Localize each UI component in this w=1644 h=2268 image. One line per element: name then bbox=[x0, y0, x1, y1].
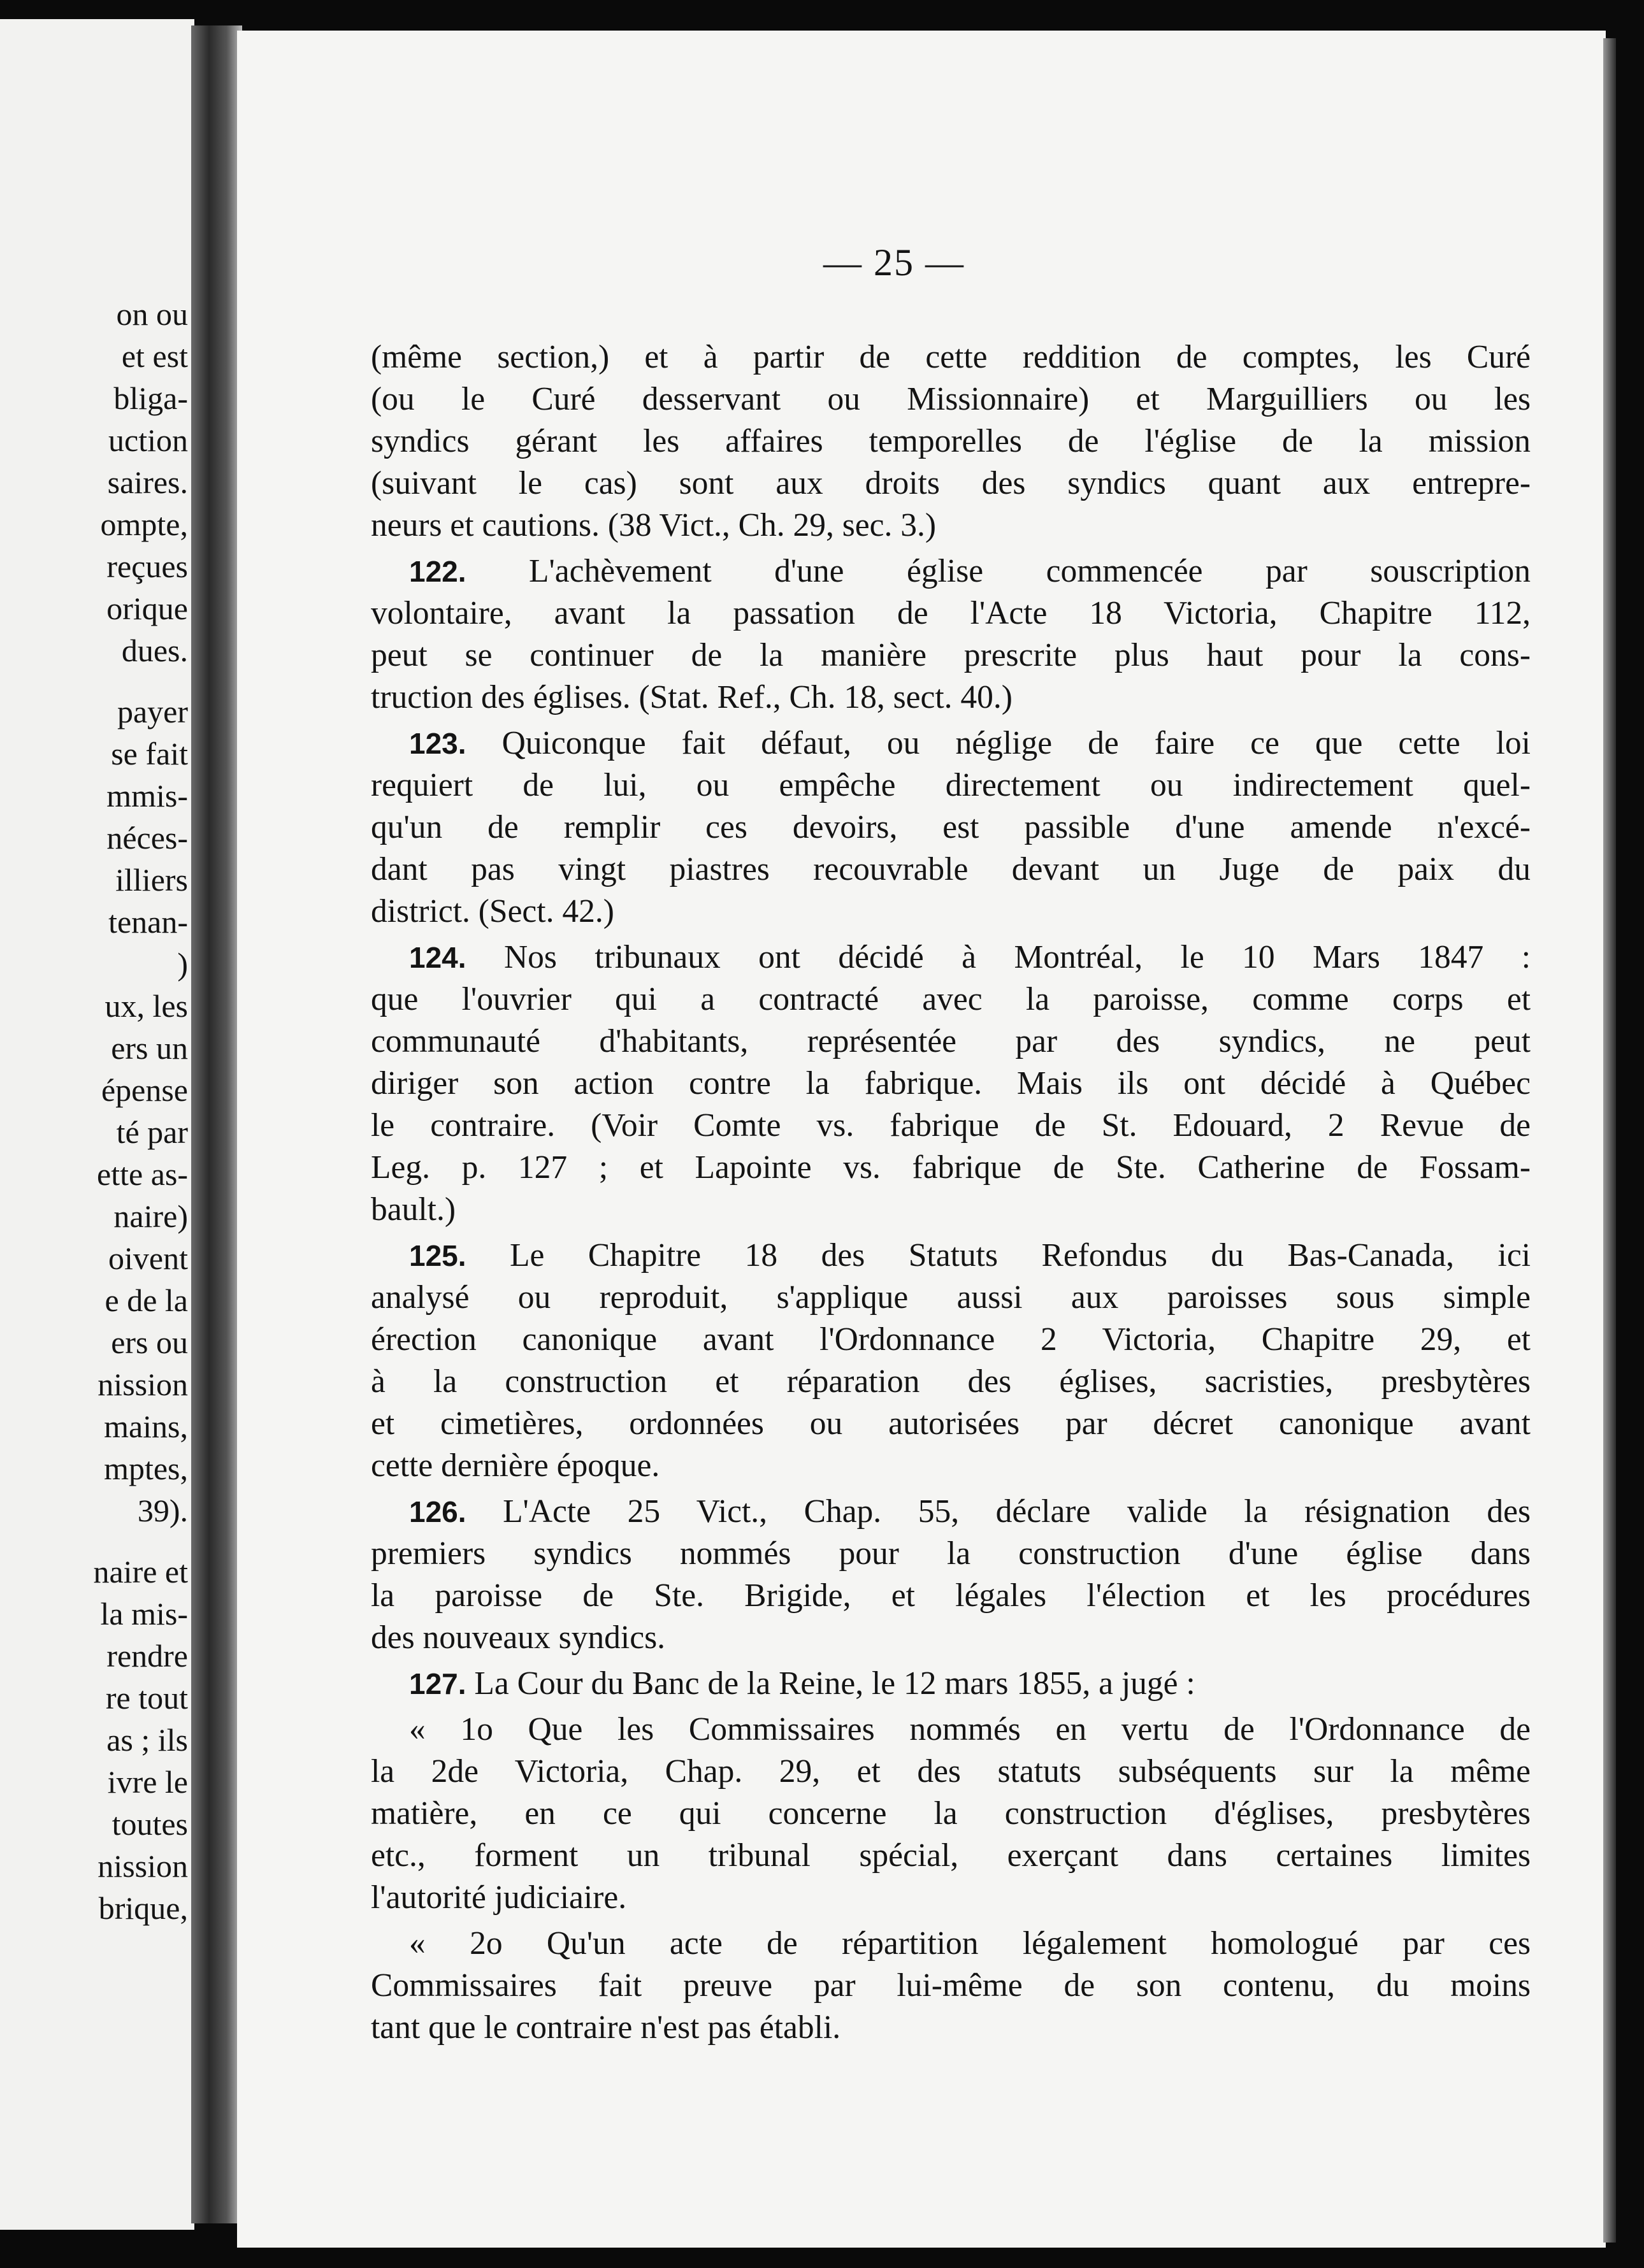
facing-page-line: mmis- bbox=[106, 778, 188, 814]
text-line bbox=[371, 420, 1531, 463]
body-text bbox=[371, 336, 1531, 2053]
text-line bbox=[371, 807, 1531, 849]
facing-page-line: re tout bbox=[105, 1680, 188, 1716]
article-number: 126. bbox=[409, 1495, 466, 1528]
line-text: qu'un de remplir ces devoirs, est passible d'une amende n'excé- bbox=[371, 809, 1531, 845]
line-text: communauté d'habitants, représentée par des syndics, ne peut bbox=[371, 1023, 1531, 1059]
line-text: Le Chapitre 18 des Statuts Refondus du Bas-Canada, ici bbox=[510, 1237, 1531, 1274]
page-number: — 25 — bbox=[823, 241, 965, 284]
line-text: (suivant le cas) sont aux droits des syndics quant aux entrepre- bbox=[371, 465, 1531, 501]
line-text: « 1o Que les Commissaires nommés en vertu de l'Ordonnance de bbox=[409, 1711, 1531, 1748]
line-text: la paroisse de Ste. Brigide, et légales l'élection et les procédures bbox=[371, 1577, 1531, 1614]
text-line bbox=[371, 336, 1531, 378]
text-line bbox=[371, 1923, 1531, 1965]
facing-page-line: naire) bbox=[113, 1198, 188, 1234]
text-line bbox=[371, 550, 1531, 592]
line-text: le contraire. (Voir Comte vs. fabrique de St. Edouard, 2 Revue de bbox=[371, 1107, 1531, 1144]
line-text: Leg. p. 127 ; et Lapointe vs. fabrique de Ste. Catherine de Fossam- bbox=[371, 1149, 1531, 1186]
text-line bbox=[371, 979, 1531, 1021]
paragraph bbox=[371, 1923, 1531, 2049]
text-line bbox=[371, 1021, 1531, 1063]
text-line bbox=[371, 1189, 1531, 1231]
article-number: 124. bbox=[409, 941, 466, 974]
facing-page-line: brique, bbox=[98, 1890, 188, 1926]
facing-page-line: nission bbox=[97, 1848, 188, 1884]
article-number: 122. bbox=[409, 555, 466, 588]
facing-page-line: ers un bbox=[111, 1030, 188, 1066]
paragraph bbox=[371, 336, 1531, 547]
facing-page-line: e de la bbox=[105, 1282, 188, 1318]
line-text: à la construction et réparation des églises, sacristies, presbytères bbox=[371, 1363, 1531, 1400]
line-text: Commissaires fait preuve par lui-même de son contenu, du moins bbox=[371, 1967, 1531, 2004]
facing-page-line: 39). bbox=[137, 1493, 188, 1528]
facing-page-line: mains, bbox=[104, 1409, 188, 1444]
text-line bbox=[371, 1063, 1531, 1105]
text-line bbox=[371, 1491, 1531, 1533]
line-text: Nos tribunaux ont décidé à Montréal, le 10 Mars 1847 : bbox=[503, 939, 1531, 975]
facing-page-line: ers ou bbox=[111, 1324, 188, 1360]
facing-page-line: as ; ils bbox=[106, 1722, 188, 1758]
text-line bbox=[371, 1877, 1531, 1919]
text-line bbox=[371, 1663, 1531, 1705]
page-edge bbox=[1603, 38, 1616, 2243]
text-line bbox=[371, 849, 1531, 891]
facing-page-line: ompte, bbox=[100, 506, 188, 542]
facing-page-line: naire et bbox=[93, 1554, 188, 1590]
text-line bbox=[371, 1709, 1531, 1751]
article-number: 123. bbox=[409, 727, 466, 760]
text-line bbox=[371, 1793, 1531, 1835]
facing-page-line: illiers bbox=[115, 862, 188, 898]
text-line bbox=[371, 1235, 1531, 1277]
line-text: peut se continuer de la manière prescrite plus haut pour la cons- bbox=[371, 637, 1531, 673]
line-text: tant que le contraire n'est pas établi. bbox=[371, 2009, 841, 2046]
line-text: diriger son action contre la fabrique. Mais ils ont décidé à Québec bbox=[371, 1065, 1531, 1102]
facing-page-line: tenan- bbox=[108, 904, 188, 940]
text-line bbox=[371, 1575, 1531, 1617]
facing-page-line: nission bbox=[97, 1367, 188, 1402]
binding-gutter bbox=[191, 25, 242, 2223]
text-line bbox=[371, 891, 1531, 933]
facing-page-line: mptes, bbox=[104, 1451, 188, 1486]
facing-page-line: oivent bbox=[108, 1240, 188, 1276]
facing-page-line: té par bbox=[116, 1114, 188, 1150]
text-line bbox=[371, 1965, 1531, 2007]
text-line bbox=[371, 1105, 1531, 1147]
line-text: district. (Sect. 42.) bbox=[371, 893, 614, 929]
line-text: dant pas vingt piastres recouvrable devant un Juge de paix du bbox=[371, 851, 1531, 887]
paragraph bbox=[371, 1709, 1531, 1919]
line-text: que l'ouvrier qui a contracté avec la paroisse, comme corps et bbox=[371, 981, 1531, 1017]
facing-page-line: orique bbox=[106, 591, 188, 626]
text-line bbox=[371, 722, 1531, 764]
facing-page-line: se fait bbox=[111, 736, 188, 772]
line-text: syndics gérant les affaires temporelles de l'église de la mission bbox=[371, 423, 1531, 459]
page bbox=[237, 31, 1606, 2248]
text-line bbox=[371, 1319, 1531, 1361]
facing-page-line: ette as- bbox=[97, 1156, 188, 1192]
facing-page-line: reçues bbox=[106, 549, 188, 584]
text-line bbox=[371, 463, 1531, 505]
text-line bbox=[371, 1403, 1531, 1445]
text-line bbox=[371, 1533, 1531, 1575]
facing-page-line: ivre le bbox=[107, 1764, 188, 1800]
text-line bbox=[371, 1445, 1531, 1487]
article-number: 125. bbox=[409, 1239, 466, 1272]
text-line bbox=[371, 592, 1531, 635]
facing-page-line: on ou bbox=[116, 296, 188, 332]
facing-page-line: toutes bbox=[112, 1806, 188, 1842]
line-text: La Cour du Banc de la Reine, le 12 mars 1855, a jugé : bbox=[474, 1665, 1195, 1702]
text-line bbox=[371, 2007, 1531, 2049]
text-line bbox=[371, 937, 1531, 979]
line-text: analysé ou reproduit, s'applique aussi aux paroisses sous simple bbox=[371, 1279, 1531, 1316]
paragraph bbox=[371, 1663, 1531, 1705]
text-line bbox=[371, 1147, 1531, 1189]
text-line bbox=[371, 1277, 1531, 1319]
line-text: premiers syndics nommés pour la construction d'une église dans bbox=[371, 1535, 1531, 1572]
facing-page-line: la mis- bbox=[100, 1596, 188, 1632]
facing-page-line: et est bbox=[121, 338, 188, 374]
line-text: requiert de lui, ou empêche directement ou indirectement quel- bbox=[371, 767, 1531, 803]
text-line bbox=[371, 505, 1531, 547]
text-line bbox=[371, 1751, 1531, 1793]
facing-page-line: ux, les bbox=[105, 988, 188, 1024]
line-text: « 2o Qu'un acte de répartition légalement homologué par ces bbox=[409, 1925, 1531, 1962]
facing-page-line: uction bbox=[108, 422, 188, 458]
facing-page-line: néces- bbox=[106, 820, 188, 856]
paragraph bbox=[371, 722, 1531, 933]
text-line bbox=[371, 1361, 1531, 1403]
text-line bbox=[371, 378, 1531, 420]
line-text: l'autorité judiciaire. bbox=[371, 1879, 627, 1916]
line-text: neurs et cautions. (38 Vict., Ch. 29, sec. 3.) bbox=[371, 507, 937, 543]
facing-page-line: saires. bbox=[107, 464, 188, 500]
line-text: et cimetières, ordonnées ou autorisées par décret canonique avant bbox=[371, 1405, 1531, 1442]
text-line bbox=[371, 1617, 1531, 1659]
line-text: matière, en ce qui concerne la construction d'églises, presbytères bbox=[371, 1795, 1531, 1832]
line-text: des nouveaux syndics. bbox=[371, 1619, 665, 1656]
line-text: la 2de Victoria, Chap. 29, et des statuts subséquents sur la même bbox=[371, 1753, 1531, 1790]
facing-page-line: payer bbox=[117, 694, 188, 729]
article-number: 127. bbox=[409, 1667, 466, 1700]
paragraph bbox=[371, 1491, 1531, 1659]
line-text: cette dernière époque. bbox=[371, 1447, 660, 1484]
text-line bbox=[371, 677, 1531, 719]
facing-page bbox=[0, 19, 194, 2230]
line-text: bault.) bbox=[371, 1191, 456, 1228]
text-line bbox=[371, 764, 1531, 807]
line-text: L'achèvement d'une église commencée par souscription bbox=[529, 553, 1531, 589]
line-text: L'Acte 25 Vict., Chap. 55, déclare valide la résignation des bbox=[503, 1493, 1531, 1530]
line-text: truction des églises. (Stat. Ref., Ch. 18, sect. 40.) bbox=[371, 679, 1013, 715]
text-line bbox=[371, 635, 1531, 677]
paragraph bbox=[371, 1235, 1531, 1487]
line-text: (ou le Curé desservant ou Missionnaire) et Marguilliers ou les bbox=[371, 381, 1531, 417]
facing-page-line: rendre bbox=[106, 1638, 188, 1674]
facing-page-line: bliga- bbox=[113, 380, 188, 416]
line-text: Quiconque fait défaut, ou néglige de faire ce que cette loi bbox=[501, 725, 1531, 761]
line-text: (même section,) et à partir de cette reddition de comptes, les Curé bbox=[371, 339, 1531, 375]
paragraph bbox=[371, 550, 1531, 719]
facing-page-line: dues. bbox=[121, 633, 188, 668]
text-line bbox=[371, 1835, 1531, 1877]
paragraph bbox=[371, 937, 1531, 1231]
line-text: érection canonique avant l'Ordonnance 2 Victoria, Chapitre 29, et bbox=[371, 1321, 1531, 1358]
facing-page-line: ) bbox=[177, 946, 188, 982]
facing-page-line: épense bbox=[101, 1072, 188, 1108]
line-text: etc., forment un tribunal spécial, exerçant dans certaines limites bbox=[371, 1837, 1531, 1874]
line-text: volontaire, avant la passation de l'Acte 18 Victoria, Chapitre 112, bbox=[371, 595, 1531, 631]
